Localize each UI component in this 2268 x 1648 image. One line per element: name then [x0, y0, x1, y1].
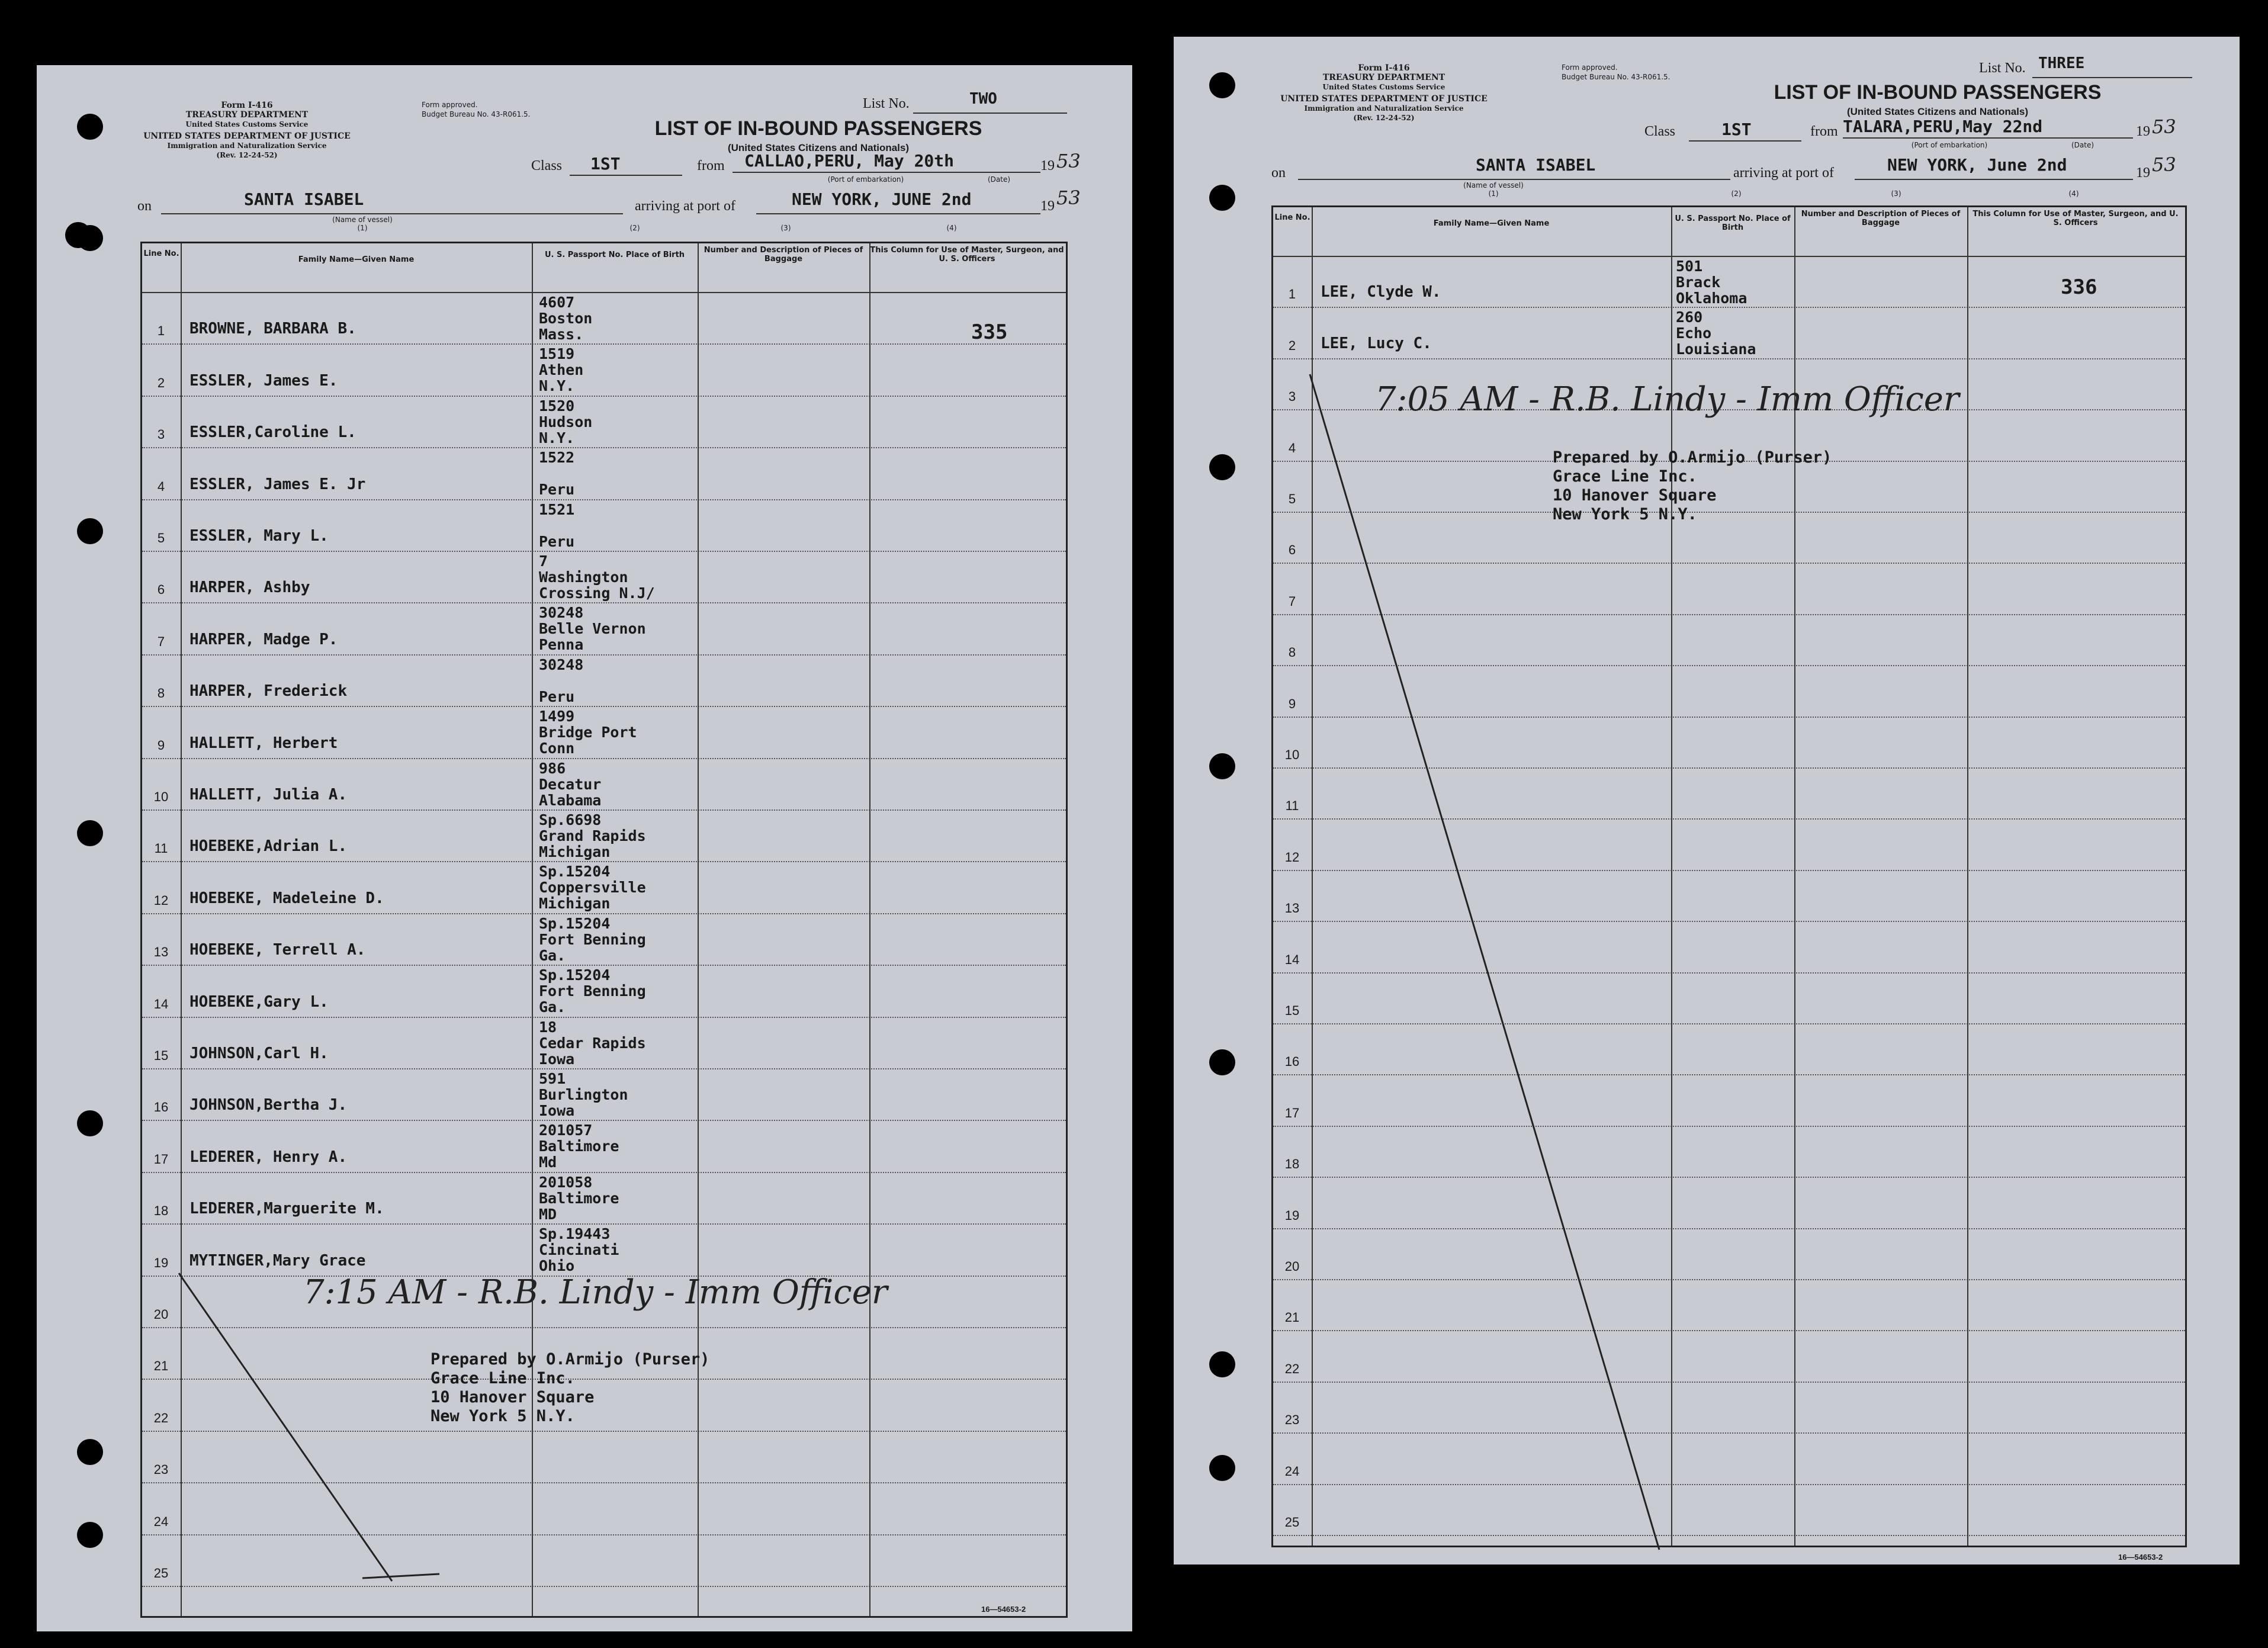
line-number: 3 — [1288, 389, 1296, 404]
col-header-passport: U. S. Passport No. Place of Birth — [544, 250, 685, 259]
passport-line: Penna — [539, 636, 584, 654]
passport-line: Sp.15204 — [539, 914, 611, 932]
col-header-name: Family Name—Given Name — [1433, 219, 1550, 228]
year-prefix-2: 19 — [2136, 165, 2150, 181]
line-number: 24 — [1284, 1463, 1300, 1479]
passport-line: Hudson — [539, 413, 593, 431]
passport-line: 260 — [1676, 309, 1703, 326]
passport-line: Bridge Port — [539, 724, 637, 741]
passport-line: Peru — [539, 688, 575, 705]
line-number: 18 — [153, 1203, 169, 1219]
prepared-line: 10 Hanover Square — [431, 1388, 595, 1406]
year-value: 53 — [1056, 150, 1081, 172]
year-value-2: 53 — [1056, 187, 1081, 209]
line-number: 11 — [1285, 798, 1299, 814]
passport-line: 1499 — [539, 708, 575, 725]
line-number: 4 — [1288, 440, 1296, 455]
prepared-line: New York 5 N.Y. — [431, 1407, 575, 1425]
passport-line: Ohio — [539, 1257, 575, 1275]
vessel-name: SANTA ISABEL — [244, 189, 364, 209]
line-number: 15 — [153, 1048, 169, 1063]
line-number: 19 — [1284, 1207, 1300, 1223]
passenger-name: JOHNSON,Carl H. — [189, 1045, 329, 1062]
passport-line: Ga. — [539, 998, 566, 1016]
passport-line: 30248 — [539, 656, 584, 673]
budget-bureau: Budget Bureau No. 43-R061.5. — [1562, 73, 1671, 81]
line-number: 10 — [1284, 747, 1300, 762]
budget-bureau: Budget Bureau No. 43-R061.5. — [422, 110, 531, 118]
passenger-name: HOEBEKE,Adrian L. — [189, 837, 348, 856]
passenger-name: ESSLER, James E. Jr — [189, 475, 366, 493]
form-rev: (Rev. 12-24-52) — [216, 151, 278, 159]
line-number: 7 — [1288, 593, 1296, 609]
passport-line: Sp.19443 — [539, 1225, 611, 1243]
line-number: 24 — [153, 1514, 169, 1529]
passenger-name: JOHNSON,Bertha J. — [189, 1096, 348, 1114]
passport-line: Sp.15204 — [539, 863, 611, 881]
manifest-page-two — [37, 65, 1132, 1631]
form-id: Form I-416 — [221, 101, 273, 110]
col-header-line: Line No. — [143, 249, 179, 258]
inspector-signature: 7:15 AM - R.B. Lindy - Imm Officer — [303, 1273, 888, 1312]
passport-line: Crossing N.J/ — [539, 584, 655, 602]
cancel-line — [1174, 37, 2240, 1565]
line-number: 13 — [1284, 901, 1300, 916]
passenger-name: HOEBEKE, Madeleine D. — [189, 889, 384, 907]
list-no-label: List No. — [1979, 60, 2026, 76]
line-number: 15 — [1284, 1003, 1300, 1018]
dept-justice: UNITED STATES DEPARTMENT OF JUSTICE — [1280, 94, 1488, 104]
line-number: 8 — [1288, 645, 1296, 660]
line-number: 6 — [157, 582, 165, 597]
passport-line: Burlington — [539, 1086, 628, 1103]
passport-line: Brack — [1676, 274, 1721, 291]
passenger-name: HALLETT, Herbert — [189, 734, 338, 752]
passenger-name: ESSLER, Mary L. — [189, 527, 329, 545]
form-approved: Form approved. — [1562, 63, 1618, 72]
line-number: 23 — [153, 1462, 169, 1477]
port-embark-caption: (Port of embarkation) — [1911, 141, 1988, 149]
line-number: 9 — [157, 737, 165, 753]
page-title: LIST OF IN-BOUND PASSENGERS — [1774, 81, 2102, 104]
from-label: from — [1810, 124, 1838, 139]
prepared-line: 10 Hanover Square — [1553, 486, 1717, 505]
passenger-name: ESSLER,Caroline L. — [189, 423, 356, 442]
list-no-value: THREE — [2038, 54, 2085, 72]
line-number: 2 — [157, 375, 165, 390]
passenger-name: LEE, Clyde W. — [1321, 283, 1441, 301]
page-subtitle: (United States Citizens and Nationals) — [1846, 106, 2029, 117]
passport-line: MD — [539, 1205, 557, 1223]
line-number: 17 — [153, 1151, 169, 1167]
passenger-name: HARPER, Madge P. — [189, 630, 338, 648]
line-number: 23 — [1284, 1412, 1300, 1428]
passport-line: Coppersville — [539, 879, 646, 897]
col-header-passport: U. S. Passport No. Place of Birth — [1675, 214, 1791, 232]
line-number: 6 — [1288, 542, 1296, 558]
passport-line: 1521 — [539, 500, 575, 518]
col-num-4: (4) — [2068, 189, 2079, 198]
passport-line: N.Y. — [539, 377, 575, 395]
form-footer-code: 16—54653-2 — [2118, 1553, 2163, 1562]
passenger-name: LEDERER, Henry A. — [189, 1148, 348, 1166]
passport-line: Sp.15204 — [539, 966, 611, 984]
dept-treasury: TREASURY DEPARTMENT — [185, 110, 309, 120]
col-header-line: Line No. — [1274, 213, 1310, 222]
line-number: 12 — [1284, 849, 1300, 865]
passenger-name: HOEBEKE,Gary L. — [189, 992, 329, 1011]
line-number: 3 — [157, 427, 165, 442]
prepared-line: Grace Line Inc. — [1553, 467, 1697, 486]
passenger-name: LEE, Lucy C. — [1321, 334, 1432, 352]
year-prefix: 19 — [2136, 124, 2150, 139]
line-number: 14 — [1284, 952, 1300, 967]
form-rev: (Rev. 12-24-52) — [1353, 114, 1415, 122]
passport-line: Fort Benning — [539, 930, 646, 948]
passport-line: Md — [539, 1154, 557, 1171]
vessel-caption: (Name of vessel) — [332, 216, 393, 224]
passport-line: Michigan — [539, 843, 611, 860]
from-value: TALARA,PERU,May 22nd — [1843, 117, 2043, 136]
passport-line: Washington — [539, 568, 628, 586]
prepared-line: New York 5 N.Y. — [1553, 505, 1697, 523]
dept-customs: United States Customs Service — [185, 120, 309, 129]
passport-line: Conn — [539, 740, 575, 757]
from-label: from — [697, 158, 725, 174]
passport-line: 18 — [539, 1018, 557, 1036]
date-caption: (Date) — [2071, 141, 2094, 149]
port-embark-caption: (Port of embarkation) — [827, 175, 904, 184]
passenger-name: HARPER, Frederick — [189, 682, 348, 701]
passport-line: Mass. — [539, 326, 584, 343]
passport-line: 986 — [539, 759, 566, 777]
line-number: 21 — [153, 1358, 169, 1374]
line-number: 1 — [1288, 287, 1296, 302]
cancel-line — [37, 65, 1132, 1631]
passport-line: Baltimore — [539, 1189, 619, 1207]
class-label: Class — [531, 158, 563, 174]
class-label: Class — [1644, 124, 1676, 139]
list-no-value: TWO — [969, 90, 997, 108]
line-number: 5 — [1288, 491, 1296, 506]
line-number: 5 — [157, 531, 165, 545]
col-num-1: (1) — [1488, 189, 1499, 198]
passport-line: Louisiana — [1676, 340, 1756, 358]
passport-line: Boston — [539, 310, 593, 327]
line-number: 4 — [157, 478, 165, 494]
on-label: on — [1271, 165, 1286, 181]
line-number: 13 — [153, 945, 169, 960]
dept-ins: Immigration and Naturalization Service — [1304, 104, 1464, 113]
passport-line: Sp.6698 — [539, 811, 602, 828]
form-approved: Form approved. — [422, 101, 478, 109]
passport-line: Echo — [1676, 325, 1712, 342]
officer-stamp-number: 336 — [2061, 275, 2097, 299]
line-number: 12 — [153, 892, 169, 908]
passport-line: Michigan — [539, 895, 611, 913]
line-number: 9 — [1288, 696, 1296, 711]
passenger-name: BROWNE, BARBARA B. — [189, 320, 356, 338]
col-num-1: (1) — [357, 224, 368, 232]
line-number: 16 — [1284, 1054, 1300, 1069]
officer-stamp-number: 335 — [971, 320, 1008, 344]
col-header-baggage: Number and Description of Pieces of Baggage — [1801, 210, 1961, 227]
year-prefix: 19 — [1040, 158, 1055, 174]
col-num-3: (3) — [780, 224, 791, 232]
passport-line: Peru — [539, 481, 575, 499]
line-number: 25 — [1284, 1515, 1300, 1530]
passport-line: 4607 — [539, 294, 575, 311]
inspector-signature: 7:05 AM - R.B. Lindy - Imm Officer — [1375, 380, 1959, 419]
passport-line: Decatur — [539, 775, 602, 793]
passport-line: 591 — [539, 1070, 566, 1087]
line-number: 2 — [1288, 338, 1296, 353]
line-number: 22 — [153, 1410, 169, 1425]
passport-line: Peru — [539, 532, 575, 550]
line-number: 17 — [1284, 1105, 1300, 1120]
class-value: 1ST — [1721, 120, 1752, 139]
on-label: on — [137, 198, 152, 214]
passport-line: 1522 — [539, 449, 575, 467]
prepared-line: Prepared by O.Armijo (Purser) — [431, 1350, 710, 1368]
passport-line: Athen — [539, 361, 584, 379]
passport-line: Cedar Rapids — [539, 1034, 646, 1052]
passenger-name: HARPER, Ashby — [189, 579, 310, 597]
line-number: 18 — [1284, 1157, 1300, 1172]
arrival-port: NEW YORK, June 2nd — [1887, 155, 2067, 175]
passport-line: 1519 — [539, 345, 575, 363]
prepared-line: Grace Line Inc. — [431, 1369, 575, 1387]
vessel-name: SANTA ISABEL — [1476, 155, 1596, 175]
passport-line: 201057 — [539, 1122, 593, 1139]
passport-line: Fort Benning — [539, 982, 646, 1000]
passenger-name: HOEBEKE, Terrell A. — [189, 941, 366, 959]
class-value: 1ST — [590, 154, 621, 174]
passport-line: Alabama — [539, 791, 602, 809]
col-header-officers: This Column for Use of Master, Surgeon, and U. S. Officers — [1973, 210, 2179, 227]
year-value-2: 53 — [2152, 153, 2176, 176]
col-num-3: (3) — [1891, 189, 1901, 198]
col-header-baggage: Number and Description of Pieces of Baggage — [703, 246, 863, 264]
passport-line: Iowa — [539, 1102, 575, 1119]
list-no-label: List No. — [863, 96, 910, 111]
prepared-line: Prepared by O.Armijo (Purser) — [1553, 448, 1832, 467]
line-number: 10 — [153, 789, 169, 804]
line-number: 16 — [153, 1100, 169, 1115]
col-num-4: (4) — [946, 224, 957, 232]
dept-treasury: TREASURY DEPARTMENT — [1322, 73, 1445, 82]
passenger-name: LEDERER,Marguerite M. — [189, 1200, 384, 1218]
vessel-caption: (Name of vessel) — [1463, 181, 1524, 189]
from-value: CALLAO,PERU, May 20th — [744, 151, 955, 171]
passport-line: Baltimore — [539, 1138, 619, 1155]
arrival-port: NEW YORK, JUNE 2nd — [792, 189, 972, 209]
col-header-name: Family Name—Given Name — [298, 255, 415, 264]
passport-line: Iowa — [539, 1050, 575, 1068]
year-value: 53 — [2152, 115, 2176, 138]
dept-ins: Immigration and Naturalization Service — [167, 142, 327, 150]
line-number: 20 — [153, 1307, 169, 1322]
line-number: 1 — [157, 323, 165, 339]
form-id: Form I-416 — [1358, 63, 1410, 73]
col-num-2: (2) — [1731, 189, 1742, 198]
passenger-name: MYTINGER,Mary Grace — [189, 1251, 366, 1270]
passport-line: N.Y. — [539, 429, 575, 446]
form-footer-code: 16—54653-2 — [981, 1605, 1026, 1614]
passport-line: Oklahoma — [1676, 290, 1747, 307]
passport-line: 201058 — [539, 1173, 593, 1191]
line-number: 25 — [153, 1566, 169, 1580]
passport-line: Grand Rapids — [539, 827, 646, 844]
year-prefix-2: 19 — [1040, 198, 1055, 214]
dept-customs: United States Customs Service — [1322, 83, 1445, 91]
page-subtitle: (United States Citizens and Nationals) — [727, 142, 910, 153]
arriving-label: arriving at port of — [635, 198, 735, 214]
dept-justice: UNITED STATES DEPARTMENT OF JUSTICE — [143, 131, 351, 141]
line-number: 21 — [1284, 1310, 1300, 1325]
line-number: 20 — [1284, 1259, 1300, 1274]
line-number: 7 — [157, 634, 165, 649]
passenger-name: ESSLER, James E. — [189, 371, 338, 390]
passport-line: Ga. — [539, 946, 566, 964]
line-number: 8 — [157, 686, 165, 701]
passenger-name: HALLETT, Julia A. — [189, 786, 348, 804]
line-number: 11 — [154, 841, 168, 856]
passport-line: 1520 — [539, 397, 575, 415]
col-header-officers: This Column for Use of Master, Surgeon, and U. S. Officers — [870, 246, 1064, 264]
manifest-page-three — [1174, 37, 2240, 1565]
line-number: 19 — [153, 1255, 169, 1270]
arriving-label: arriving at port of — [1733, 165, 1834, 181]
passport-line: 7 — [539, 552, 548, 570]
line-number: 14 — [153, 996, 169, 1011]
passport-line: Cincinati — [539, 1241, 619, 1259]
passport-line: Belle Vernon — [539, 620, 646, 638]
passport-line: 30248 — [539, 604, 584, 622]
date-caption: (Date) — [987, 175, 1011, 184]
passport-line: 501 — [1676, 258, 1703, 275]
col-num-2: (2) — [629, 224, 640, 232]
line-number: 22 — [1284, 1361, 1300, 1376]
page-title: LIST OF IN-BOUND PASSENGERS — [654, 117, 982, 140]
